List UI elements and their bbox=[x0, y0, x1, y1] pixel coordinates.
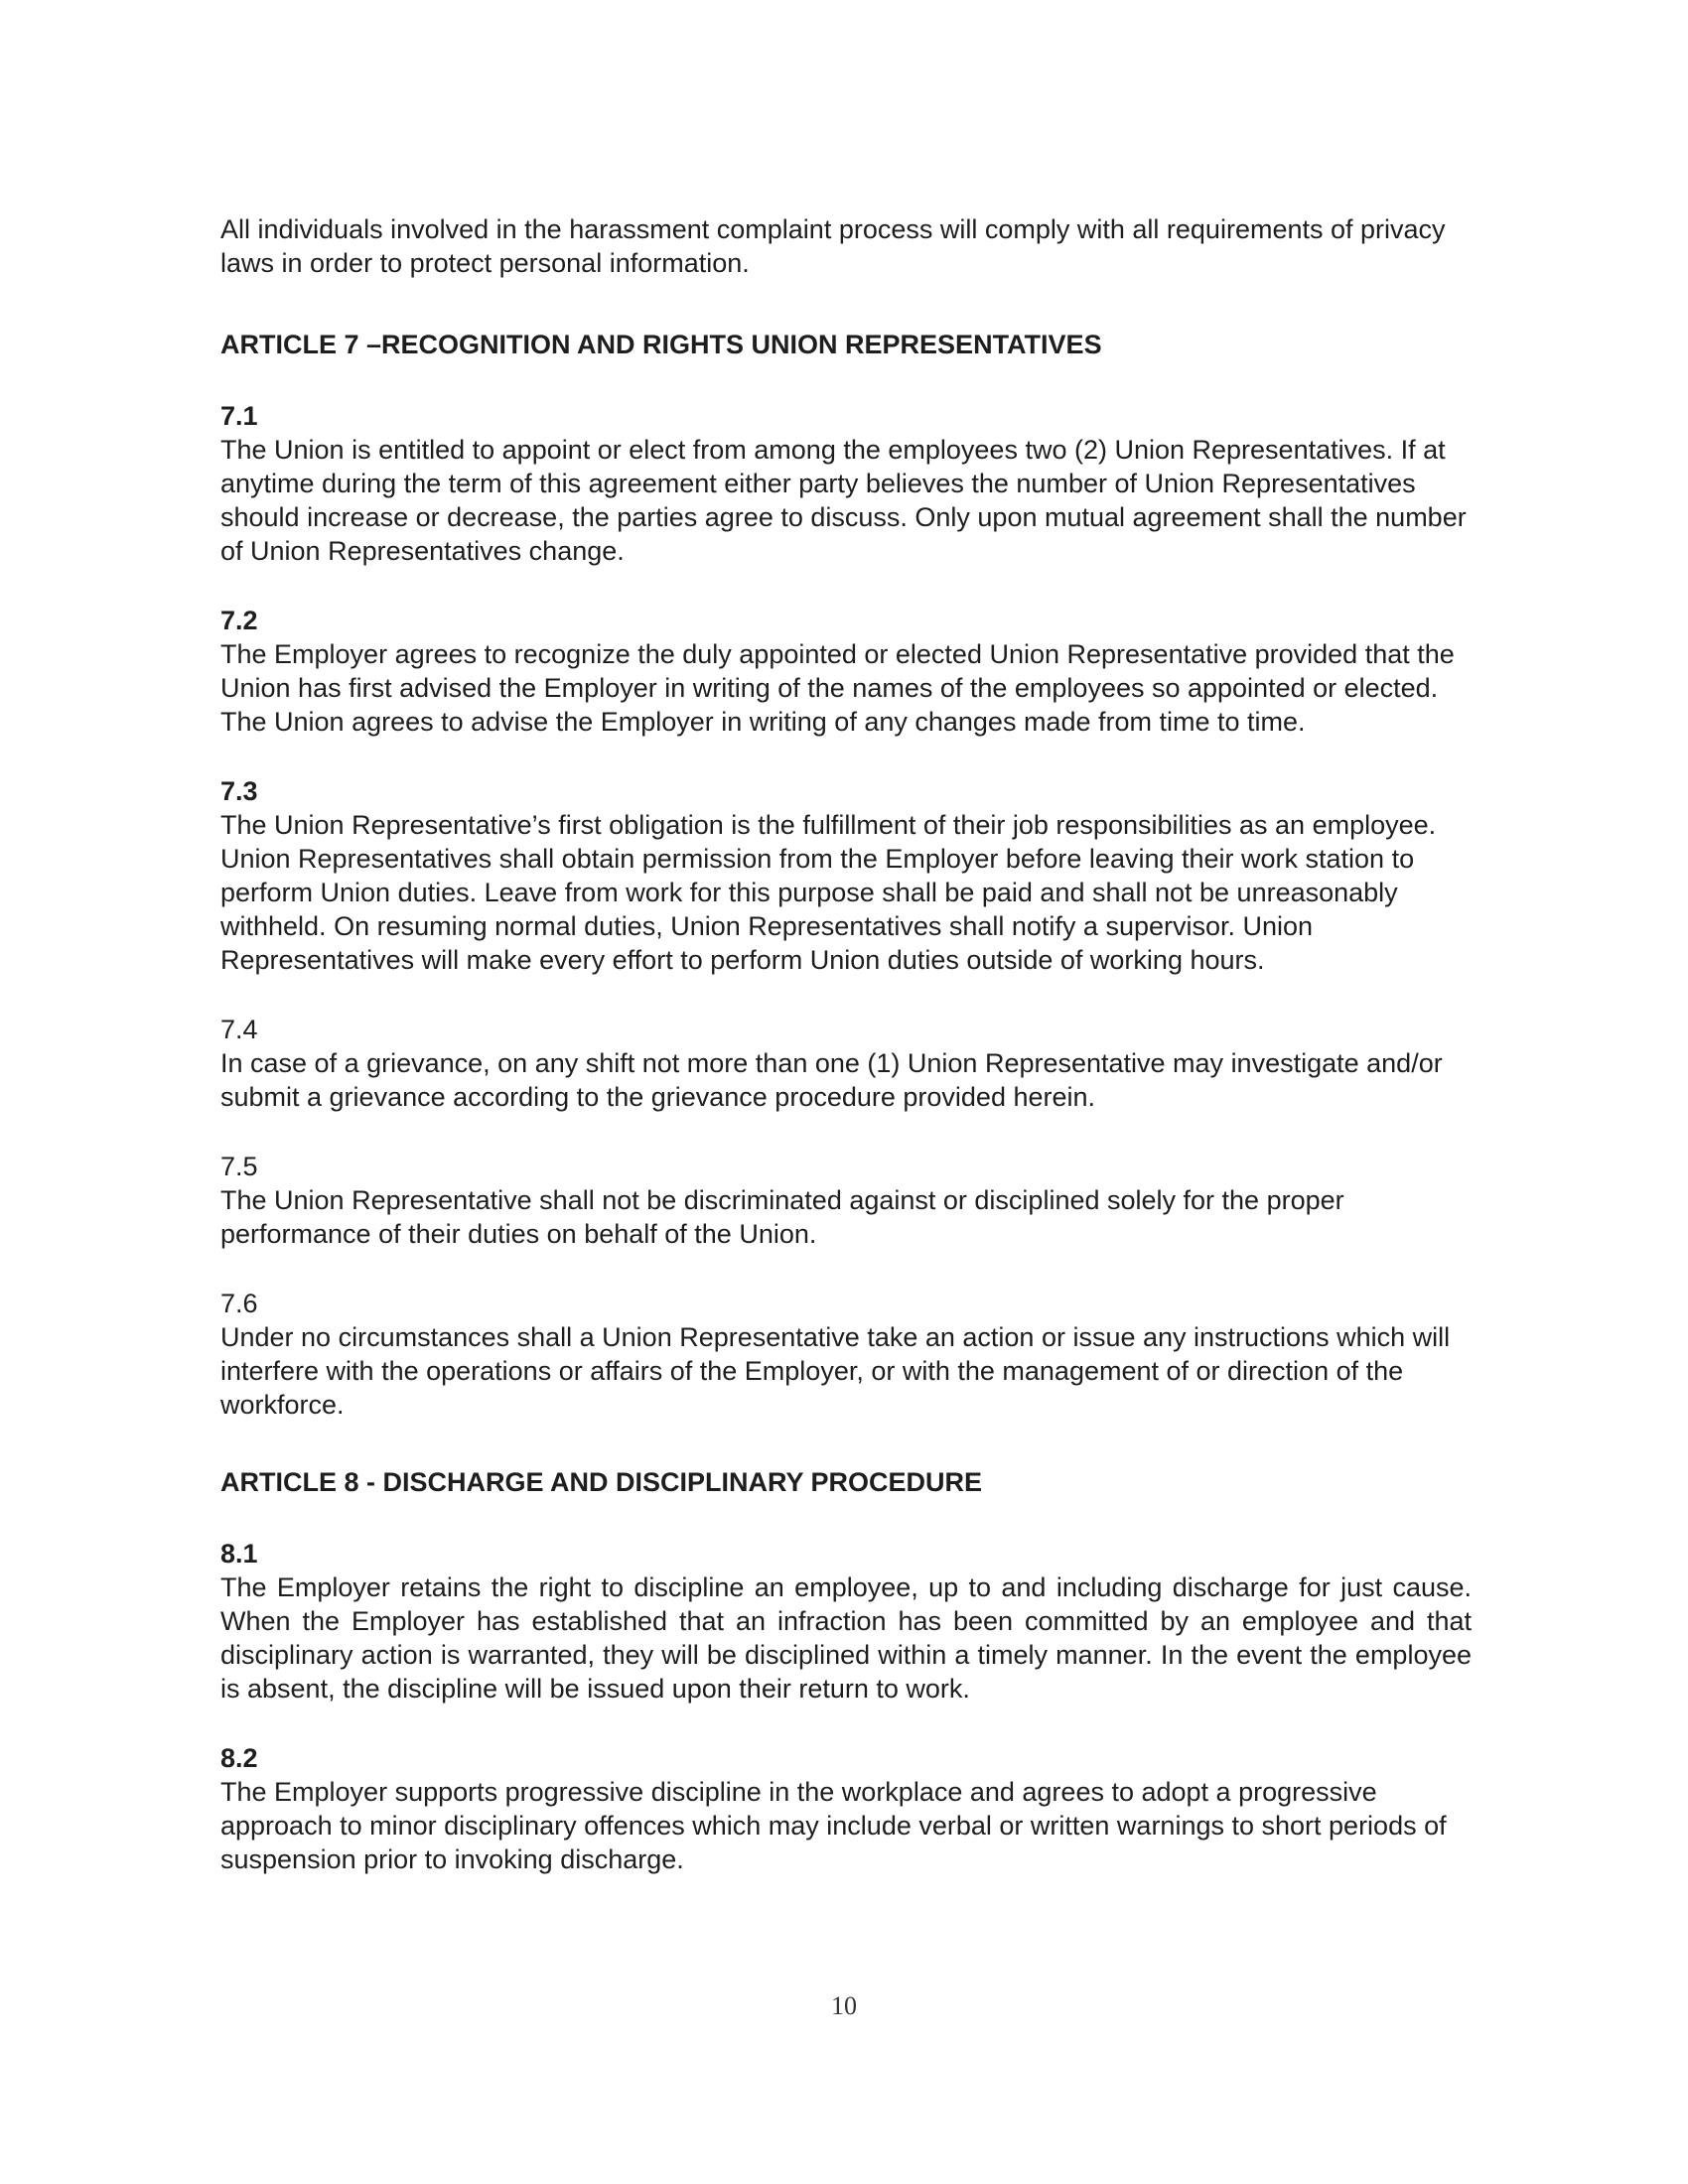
section-7-1 bbox=[220, 399, 1472, 568]
section-text: In case of a grievance, on any shift not more than one (1) Union Representative may investigate and/or submit a grievance according to the grievance procedure provided herein. bbox=[220, 1048, 1443, 1112]
section-text: Under no circumstances shall a Union Representative take an action or issue any instructions which will interfere with the operations or affairs of the Employer, or with the management of or direction of the workforce. bbox=[220, 1322, 1451, 1420]
article-7-heading: ARTICLE 7 –RECOGNITION AND RIGHTS UNION REPRESENTATIVES bbox=[220, 330, 1102, 359]
section-text: The Employer retains the right to discipline an employee, up to and including discharge for just cause. When the Employer has established that an infraction has been committed by an employee and that disciplinary action is warranted, they will be disciplined within a timely manner. In the event the employee is absent, the discipline will be issued upon their return to work. bbox=[220, 1572, 1472, 1704]
section-7-3 bbox=[220, 774, 1472, 977]
section-8-1 bbox=[220, 1537, 1472, 1706]
section-7-5 bbox=[220, 1150, 1472, 1251]
page-number: 10 bbox=[831, 1991, 857, 2020]
section-text: The Employer supports progressive discipline in the workplace and agrees to adopt a progressive approach to minor disciplinary offences which may include verbal or written warnings to short periods of suspension prior to invoking discharge. bbox=[220, 1777, 1447, 1874]
intro-paragraph: All individuals involved in the harassment complaint process will comply with all requirements of privacy laws in order to protect personal information. bbox=[220, 214, 1446, 278]
section-number: 7.4 bbox=[220, 1015, 258, 1044]
section-number: 7.2 bbox=[220, 606, 258, 635]
section-7-2 bbox=[220, 604, 1472, 739]
section-text: The Union Representative shall not be discriminated against or disciplined solely for the proper performance of their duties on behalf of the Union. bbox=[220, 1185, 1344, 1249]
section-text: The Employer agrees to recognize the duly appointed or elected Union Representative provided that the Union has first advised the Employer in writing of the names of the employees so appointed or elected. The Union agrees to advise the Employer in writing of any changes made from time to time. bbox=[220, 639, 1455, 737]
page-content bbox=[220, 212, 1472, 1912]
section-number: 7.5 bbox=[220, 1152, 258, 1181]
section-text: The Union Representative’s first obligation is the fulfillment of their job responsibilities as an employee. Union Representatives shall obtain permission from the Employer before leaving their work station to perform Union duties. Leave from work for this purpose shall be paid and shall not be unreasonably withheld. On resuming normal duties, Union Representatives shall notify a supervisor. Union Representatives will make every effort to perform Union duties outside of working hours. bbox=[220, 810, 1437, 975]
article-8-heading: ARTICLE 8 - DISCHARGE AND DISCIPLINARY PROCEDURE bbox=[220, 1467, 983, 1497]
section-number: 8.1 bbox=[220, 1539, 258, 1569]
section-number: 7.1 bbox=[220, 401, 258, 431]
section-number: 7.3 bbox=[220, 776, 258, 806]
section-text: The Union is entitled to appoint or elect from among the employees two (2) Union Representatives. If at anytime during the term of this agreement either party believes the number of Union Representatives should increase or decrease, the parties agree to discuss. Only upon mutual agreement shall the number of Union Representatives change. bbox=[220, 435, 1467, 566]
section-8-2 bbox=[220, 1741, 1472, 1876]
section-7-4 bbox=[220, 1013, 1472, 1114]
section-7-6 bbox=[220, 1287, 1472, 1422]
section-number: 8.2 bbox=[220, 1743, 258, 1773]
section-number: 7.6 bbox=[220, 1289, 258, 1318]
